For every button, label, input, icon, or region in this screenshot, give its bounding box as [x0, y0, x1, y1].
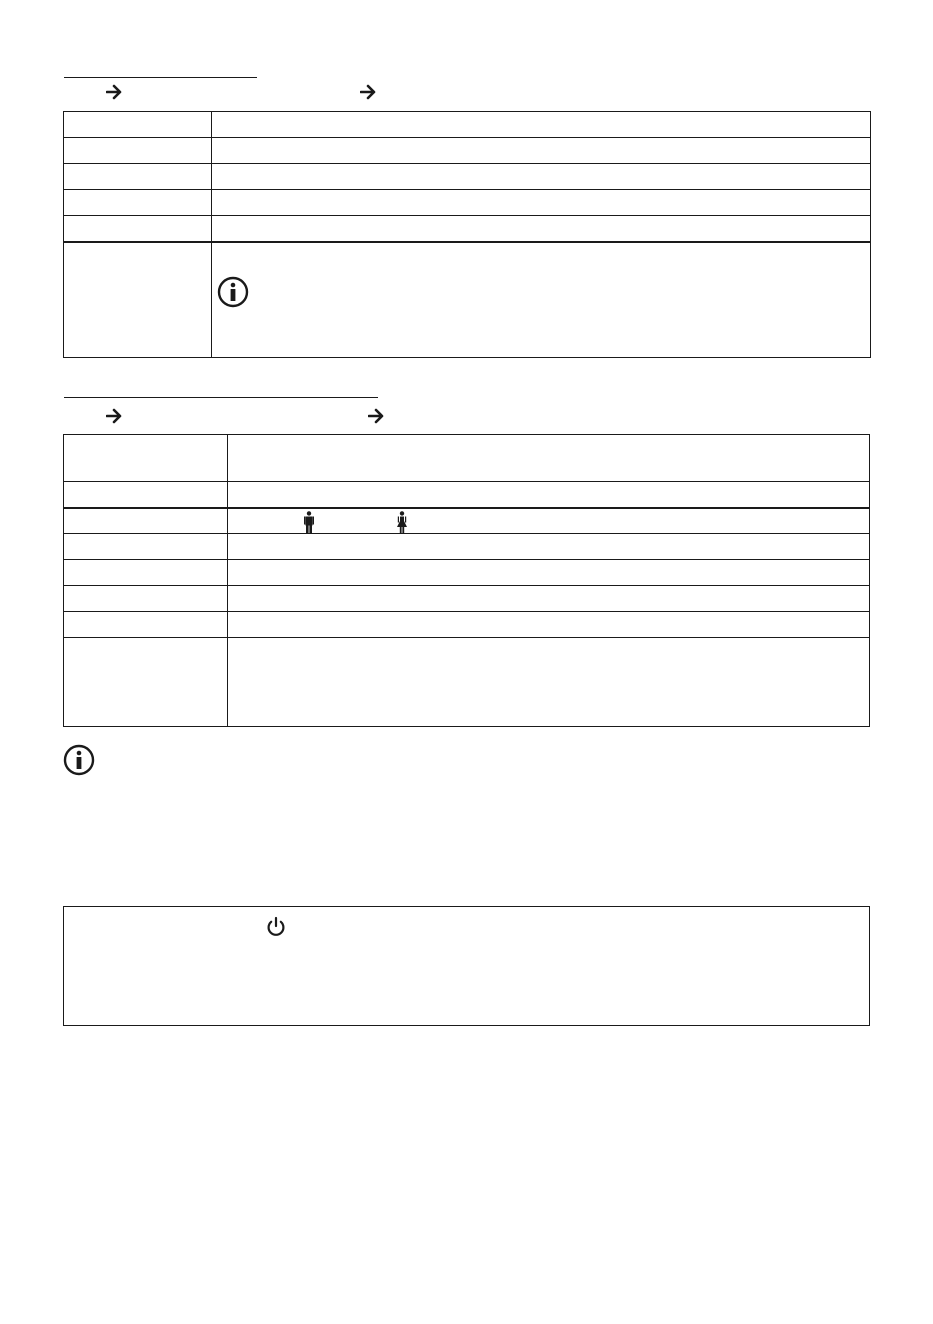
- row-value: [228, 508, 870, 534]
- table-row: [64, 435, 870, 482]
- table-row: [64, 112, 871, 138]
- row-label: [64, 638, 228, 727]
- row-value: [212, 216, 871, 242]
- row-value: [212, 138, 871, 164]
- arrow-right-icon: [106, 408, 124, 424]
- table-row: [64, 612, 870, 638]
- row-label: [64, 435, 228, 482]
- arrow-right-icon: [360, 84, 378, 100]
- arrow-right-icon: [106, 84, 124, 100]
- table-row: [64, 190, 871, 216]
- row-value: [212, 242, 871, 358]
- table-row: [64, 638, 870, 727]
- row-value: [212, 164, 871, 190]
- info-icon: [63, 744, 95, 781]
- row-value: [228, 435, 870, 482]
- row-label: [64, 112, 212, 138]
- info-icon: [217, 276, 249, 313]
- row-label: [64, 216, 212, 242]
- arrow-right-icon: [368, 408, 386, 424]
- table-row: [64, 242, 871, 358]
- table-row: [64, 508, 870, 534]
- table-row: [64, 216, 871, 242]
- row-value: [212, 112, 871, 138]
- row-label: [64, 190, 212, 216]
- row-label: [64, 560, 228, 586]
- row-value: [212, 190, 871, 216]
- section1-table: [63, 111, 871, 358]
- boxed-note: [63, 906, 870, 1026]
- row-label: [64, 164, 212, 190]
- table-row: [64, 138, 871, 164]
- row-label: [64, 508, 228, 534]
- row-value: [228, 482, 870, 508]
- table-row: [64, 586, 870, 612]
- row-label: [64, 534, 228, 560]
- row-label: [64, 242, 212, 358]
- row-label: [64, 612, 228, 638]
- table-row: [64, 482, 870, 508]
- male-icon: [304, 511, 314, 538]
- table-row: [64, 560, 870, 586]
- table-row: [64, 534, 870, 560]
- section2-table: [63, 434, 870, 727]
- row-label: [64, 586, 228, 612]
- row-value: [228, 560, 870, 586]
- section2-heading-rule: [64, 397, 378, 398]
- row-value: [228, 612, 870, 638]
- row-value: [228, 586, 870, 612]
- row-value: [228, 638, 870, 727]
- female-icon: [397, 511, 407, 538]
- row-value: [228, 534, 870, 560]
- table-row: [64, 164, 871, 190]
- section1-heading-rule: [64, 77, 257, 78]
- row-label: [64, 138, 212, 164]
- power-icon: [265, 916, 287, 943]
- row-label: [64, 482, 228, 508]
